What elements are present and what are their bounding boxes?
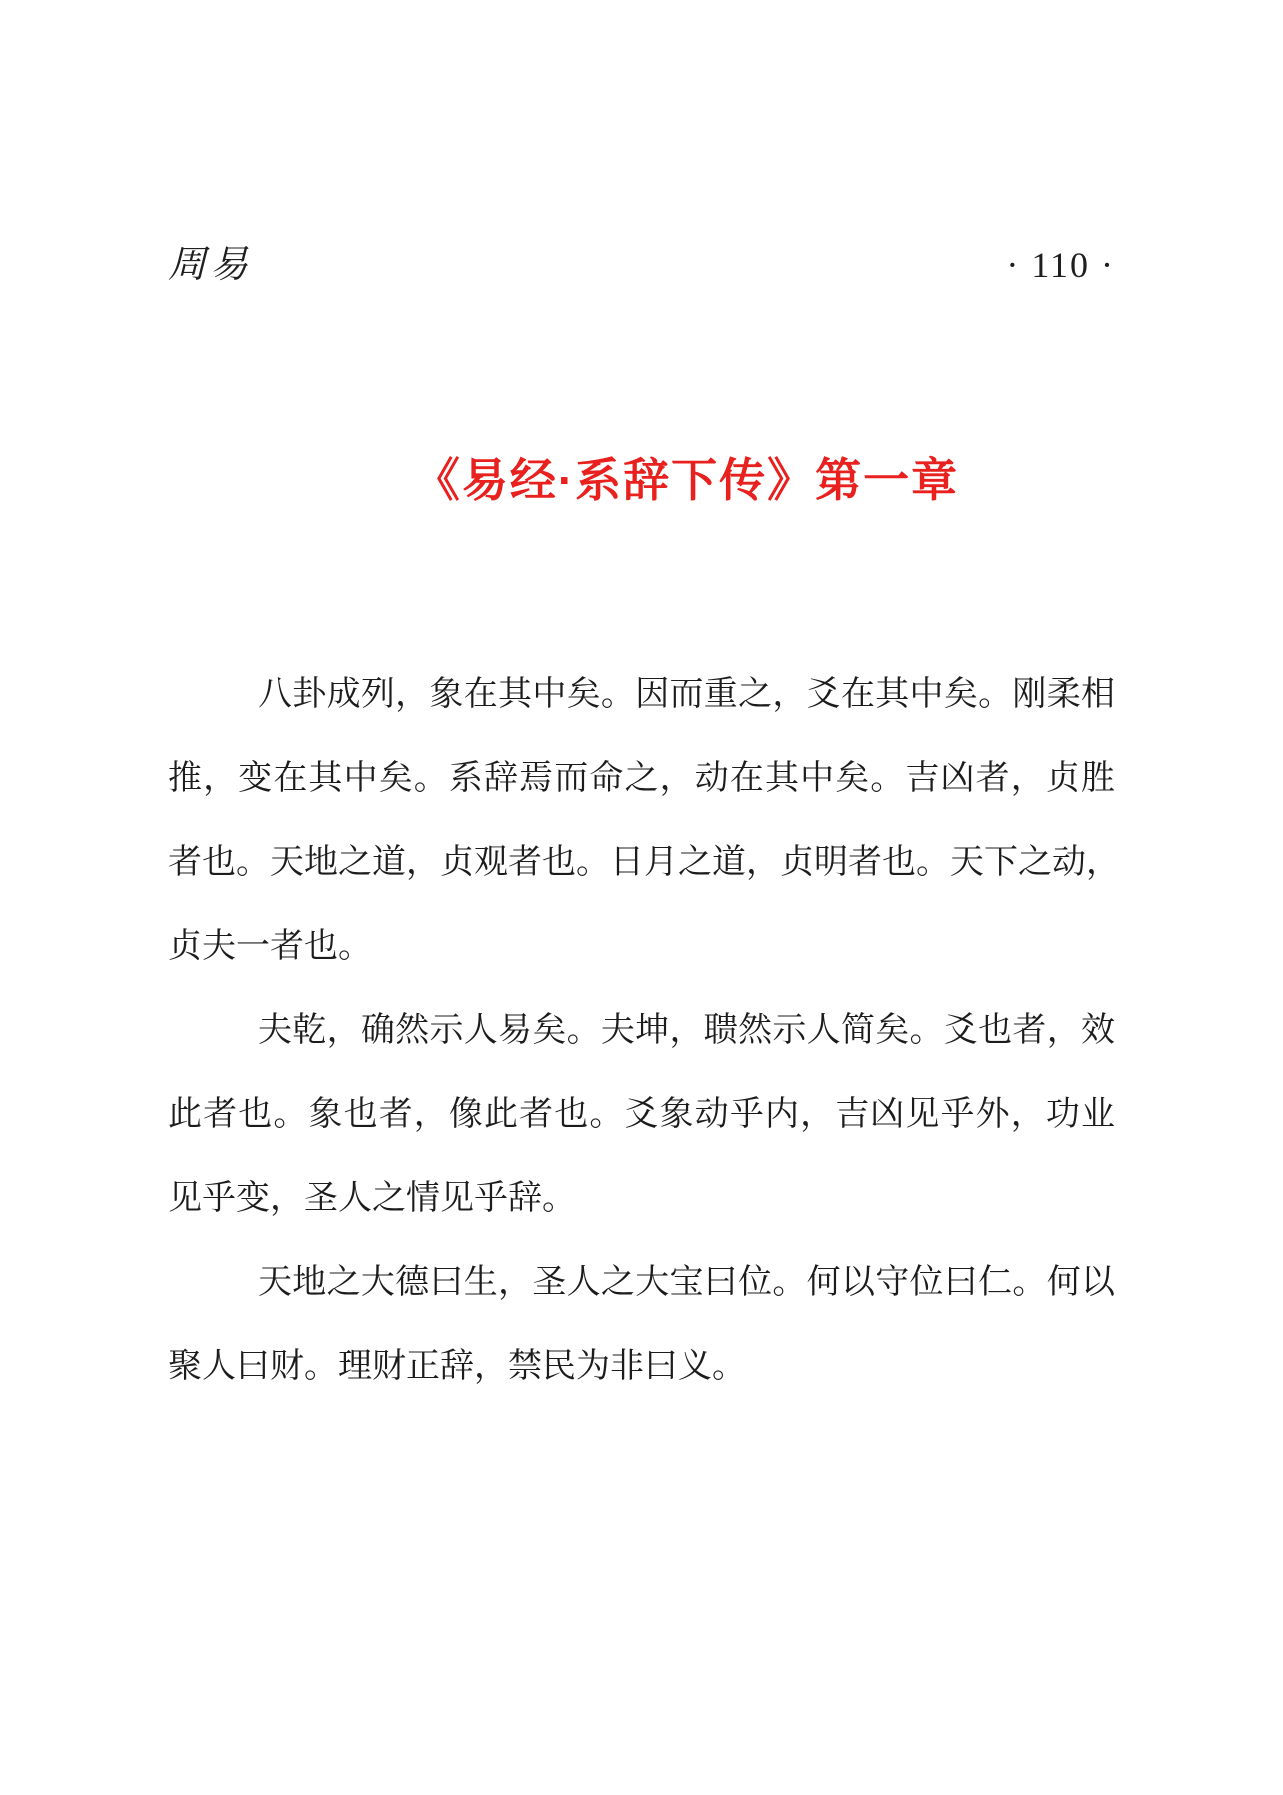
body-line: 贞夫一者也。 [168,928,372,965]
body-line: 夫乾，确然示人易矣。夫坤，聩然示人简矣。爻也者，效 [258,1012,1115,1049]
page-number: · 110 · [1006,245,1115,285]
chapter-title: 《易经·系辞下传》第一章 [413,454,960,506]
book-title: 周易 [168,244,253,286]
body-line: 八卦成列，象在其中矣。因而重之，爻在其中矣。刚柔相 [258,676,1115,713]
body-line: 推，变在其中矣。系辞焉而命之，动在其中矣。吉凶者，贞胜 [168,760,1115,797]
running-header [168,240,1115,290]
body-line: 者也。天地之道，贞观者也。日月之道，贞明者也。天下之动， [168,844,1120,881]
body-line: 天地之大德曰生，圣人之大宝曰位。何以守位曰仁。何以 [258,1264,1115,1301]
body-line: 此者也。象也者，像此者也。爻象动乎内，吉凶见乎外，功业 [168,1096,1115,1133]
body-line: 见乎变，圣人之情见乎辞。 [168,1180,576,1217]
body-text [168,653,1120,1409]
body-line: 聚人曰财。理财正辞，禁民为非曰义。 [168,1348,746,1385]
